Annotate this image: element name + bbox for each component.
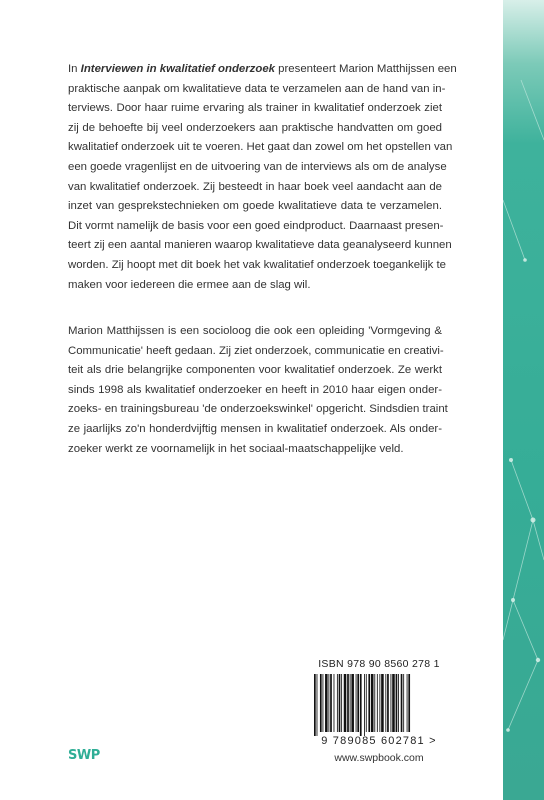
barcode-bar	[374, 674, 375, 732]
text-line: worden. Zij hoopt met dit boek het vak kwalitatief onderzoek toegankelijk te	[68, 258, 446, 271]
barcode-bar	[357, 674, 359, 732]
barcode-bar	[314, 674, 316, 736]
text-line: sinds 1998 als kwalitatief onderzoeker en heeft in 2010 haar eigen onder-	[68, 383, 442, 396]
ean-digits: 9 789085 602781 >	[321, 735, 437, 747]
text-line: teert zij een aantal manieren waarop kwalitatieve data geanalyseerd kunnen	[68, 239, 452, 252]
text-line: Communicatie' heeft gedaan. Zij ziet onderzoek, communicatie en creativi-	[68, 344, 444, 357]
barcode-bar	[385, 674, 386, 732]
author-bio-paragraph	[68, 322, 448, 459]
barcode-bar	[325, 674, 328, 732]
text-line: zoeker werkt ze voornamelijk in het sociaal-maatschappelijke veld.	[68, 442, 404, 455]
text-line: een goede vragenlijst en de uitvoering van de interviews als om de analyse	[68, 160, 447, 173]
barcode-bar	[396, 674, 398, 732]
book-description-paragraph	[68, 60, 457, 295]
barcode-bar	[347, 674, 349, 732]
barcode-bar	[381, 674, 384, 732]
barcode-bar	[330, 674, 332, 732]
text-line: terviews. Door haar ruime ervaring als trainer in kwalitatief onderzoek ziet	[68, 102, 442, 115]
barcode-bar	[387, 674, 389, 732]
barcode-bar	[328, 674, 329, 732]
text-line: praktische aanpak om kwalitatieve data te verzamelen aan de hand van in-	[68, 82, 446, 95]
barcode-bar	[350, 674, 351, 732]
text-line: zoeks- en trainingsbureau 'de onderzoekswinkel' opgericht. Sindsdien traint	[68, 403, 448, 416]
barcode-bar	[334, 674, 335, 732]
barcode-bar	[323, 674, 324, 732]
text-line: maken voor iedereen die ermee aan de slag wil.	[68, 278, 311, 291]
network-graphic	[503, 0, 544, 800]
text-line: In Interviewen in kwalitatief onderzoek presenteert Marion Matthijssen een	[68, 63, 457, 75]
barcode-bar	[371, 674, 374, 732]
text-line: teit als drie belangrijke componenten voor kwalitatief onderzoek. Ze werkt	[68, 364, 442, 377]
barcode-bar	[379, 674, 380, 732]
barcode-bar	[351, 674, 354, 732]
barcode-bar	[377, 674, 378, 732]
barcode-bar	[337, 674, 338, 732]
text-line: kwalitatief onderzoek uit te voeren. Het gaat dan zowel om het opstellen van	[68, 141, 453, 154]
text-line: inzet van gesprekstechnieken om goede kwalitatieve data te verzamelen.	[68, 200, 442, 213]
barcode-bar	[339, 674, 341, 732]
barcode-bar	[360, 674, 362, 736]
barcode-bar	[356, 674, 357, 732]
barcode-image	[312, 674, 446, 736]
barcode-bar	[317, 674, 318, 736]
text-line: zij de behoefte bij veel onderzoekers aan praktische handvatten om goed	[68, 121, 442, 134]
publisher-logo: SWP	[68, 748, 100, 763]
barcode-bar	[408, 674, 410, 732]
barcode-bar	[368, 674, 370, 732]
text-line: Marion Matthijssen is een socioloog die ook een opleiding 'Vormgeving &	[68, 325, 442, 337]
text-line: Dit vormt namelijk de basis voor een goed eindproduct. Daarnaast presen-	[68, 219, 444, 232]
barcode-block	[306, 656, 452, 772]
barcode-bar	[366, 674, 367, 732]
text-line: ze jaarlijks zo'n honderdvijftig mensen in kwalitatief onderzoek. Als onder-	[68, 422, 442, 435]
barcode-bar	[320, 674, 322, 732]
isbn-label: ISBN 978 90 8560 278 1	[318, 658, 440, 670]
barcode-bar	[364, 674, 365, 736]
barcode-bar	[398, 674, 399, 732]
barcode-bar	[403, 674, 404, 732]
book-title: Interviewen in kwalitatief onderzoek	[80, 63, 275, 75]
barcode-bar	[392, 674, 395, 732]
barcode-bar	[407, 674, 408, 732]
barcode-bar	[344, 674, 347, 732]
text-line: van kwalitatief onderzoek. Zij besteedt in haar boek veel aandacht aan de	[68, 180, 442, 193]
barcode-bar	[341, 674, 342, 732]
barcode-bar	[401, 674, 403, 732]
barcode-bar	[391, 674, 392, 732]
publisher-website: www.swpbook.com	[334, 752, 424, 764]
